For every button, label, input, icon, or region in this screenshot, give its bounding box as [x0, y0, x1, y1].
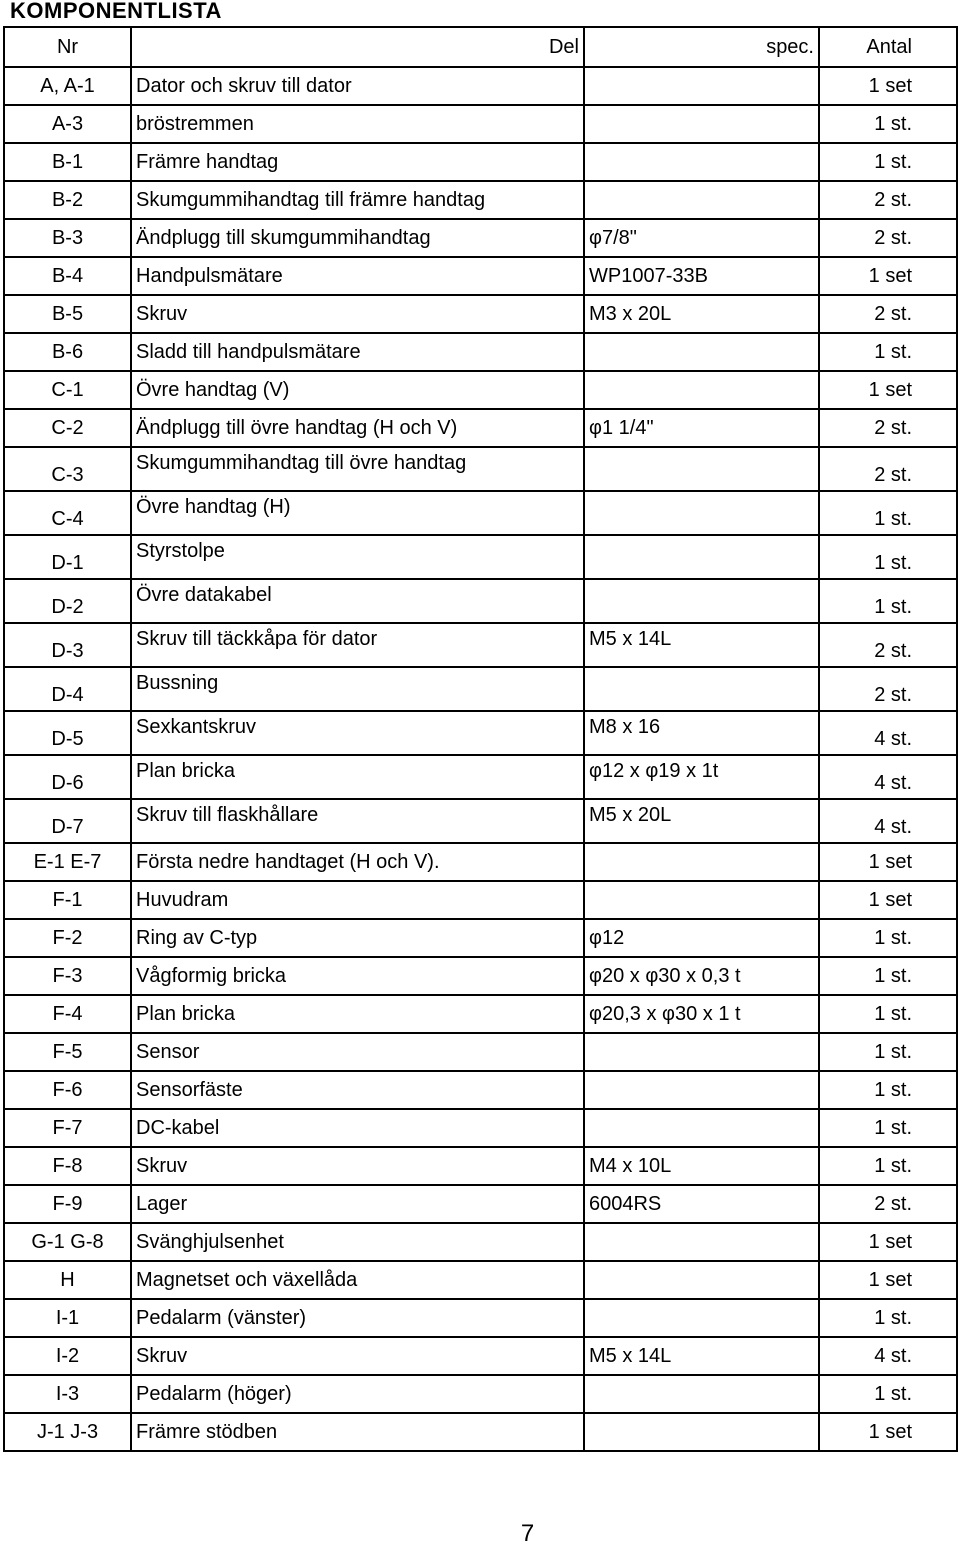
cell-nr: D-4: [4, 667, 131, 711]
cell-antal: 2 st.: [819, 667, 957, 711]
cell-del: Bussning: [131, 667, 584, 711]
table-row: [4, 491, 957, 535]
column-header-antal: Antal: [819, 27, 957, 67]
cell-nr: D-3: [4, 623, 131, 667]
cell-del: Vågformig bricka: [131, 957, 584, 995]
table-row: [4, 1071, 957, 1109]
table-row: [4, 957, 957, 995]
cell-del: Huvudram: [131, 881, 584, 919]
cell-del: Dator och skruv till dator: [131, 67, 584, 105]
cell-spec: [584, 333, 819, 371]
cell-antal: 4 st.: [819, 755, 957, 799]
cell-antal: 1 set: [819, 881, 957, 919]
cell-spec: [584, 667, 819, 711]
cell-nr: I-2: [4, 1337, 131, 1375]
cell-antal: 1 st.: [819, 995, 957, 1033]
cell-spec: φ12: [584, 919, 819, 957]
cell-del: Skruv till täckkåpa för dator: [131, 623, 584, 667]
table-row: [4, 181, 957, 219]
cell-antal: 1 st.: [819, 1375, 957, 1413]
cell-antal: 1 st.: [819, 143, 957, 181]
cell-spec: [584, 447, 819, 491]
cell-del: Pedalarm (vänster): [131, 1299, 584, 1337]
cell-nr: B-4: [4, 257, 131, 295]
cell-spec: φ20,3 x φ30 x 1 t: [584, 995, 819, 1033]
cell-antal: 1 st.: [819, 957, 957, 995]
cell-nr: F-5: [4, 1033, 131, 1071]
cell-nr: I-3: [4, 1375, 131, 1413]
cell-antal: 4 st.: [819, 799, 957, 843]
cell-spec: [584, 1223, 819, 1261]
cell-del: Främre handtag: [131, 143, 584, 181]
cell-nr: B-5: [4, 295, 131, 333]
cell-spec: [584, 1299, 819, 1337]
cell-del: Första nedre handtaget (H och V).: [131, 843, 584, 881]
cell-antal: 1 st.: [819, 1147, 957, 1185]
cell-nr: C-2: [4, 409, 131, 447]
table-row: [4, 409, 957, 447]
cell-spec: [584, 371, 819, 409]
cell-del: Skruv: [131, 295, 584, 333]
cell-nr: F-4: [4, 995, 131, 1033]
table-row: [4, 1375, 957, 1413]
cell-spec: φ1 1/4": [584, 409, 819, 447]
table-row: [4, 881, 957, 919]
cell-del: Pedalarm (höger): [131, 1375, 584, 1413]
cell-del: bröstremmen: [131, 105, 584, 143]
cell-spec: [584, 1033, 819, 1071]
cell-antal: 2 st.: [819, 409, 957, 447]
cell-spec: M5 x 20L: [584, 799, 819, 843]
cell-nr: A-3: [4, 105, 131, 143]
table-row: [4, 799, 957, 843]
cell-spec: [584, 1413, 819, 1451]
cell-spec: φ12 x φ19 x 1t: [584, 755, 819, 799]
column-header-spec: spec.: [584, 27, 819, 67]
cell-spec: [584, 67, 819, 105]
cell-antal: 1 set: [819, 257, 957, 295]
cell-del: Magnetset och växellåda: [131, 1261, 584, 1299]
cell-del: Sexkantskruv: [131, 711, 584, 755]
cell-antal: 1 st.: [819, 579, 957, 623]
cell-del: Ändplugg till skumgummihandtag: [131, 219, 584, 257]
cell-antal: 1 st.: [819, 333, 957, 371]
cell-nr: J-1 J-3: [4, 1413, 131, 1451]
header-row: [4, 27, 957, 67]
cell-del: Skumgummihandtag till främre handtag: [131, 181, 584, 219]
table-row: [4, 711, 957, 755]
cell-spec: [584, 181, 819, 219]
cell-antal: 1 st.: [819, 919, 957, 957]
cell-nr: C-3: [4, 447, 131, 491]
cell-spec: φ20 x φ30 x 0,3 t: [584, 957, 819, 995]
cell-antal: 1 set: [819, 1261, 957, 1299]
table-row: [4, 295, 957, 333]
cell-nr: F-2: [4, 919, 131, 957]
cell-nr: D-5: [4, 711, 131, 755]
table-row: [4, 257, 957, 295]
cell-antal: 1 st.: [819, 535, 957, 579]
column-header-del: Del: [131, 27, 584, 67]
cell-antal: 4 st.: [819, 1337, 957, 1375]
cell-spec: M4 x 10L: [584, 1147, 819, 1185]
table-row: [4, 843, 957, 881]
cell-antal: 2 st.: [819, 181, 957, 219]
cell-spec: [584, 881, 819, 919]
cell-antal: 1 st.: [819, 1299, 957, 1337]
table-body: [4, 67, 957, 1451]
cell-spec: M5 x 14L: [584, 623, 819, 667]
cell-antal: 1 st.: [819, 1033, 957, 1071]
cell-nr: F-9: [4, 1185, 131, 1223]
cell-antal: 1 st.: [819, 1109, 957, 1147]
cell-nr: F-1: [4, 881, 131, 919]
cell-nr: B-1: [4, 143, 131, 181]
component-table: [3, 26, 958, 1452]
cell-spec: [584, 843, 819, 881]
table-row: [4, 371, 957, 409]
cell-spec: [584, 1109, 819, 1147]
cell-antal: 1 set: [819, 1223, 957, 1261]
cell-nr: B-3: [4, 219, 131, 257]
cell-nr: C-4: [4, 491, 131, 535]
cell-nr: H: [4, 1261, 131, 1299]
cell-spec: [584, 535, 819, 579]
cell-nr: D-2: [4, 579, 131, 623]
cell-spec: [584, 491, 819, 535]
cell-spec: WP1007-33B: [584, 257, 819, 295]
table-row: [4, 1223, 957, 1261]
table-row: [4, 1299, 957, 1337]
table-row: [4, 105, 957, 143]
cell-del: Styrstolpe: [131, 535, 584, 579]
table-row: [4, 755, 957, 799]
table-row: [4, 1261, 957, 1299]
cell-nr: D-6: [4, 755, 131, 799]
column-header-nr: Nr: [4, 27, 131, 67]
cell-spec: M3 x 20L: [584, 295, 819, 333]
cell-del: Skumgummihandtag till övre handtag: [131, 447, 584, 491]
cell-nr: I-1: [4, 1299, 131, 1337]
table-row: [4, 219, 957, 257]
cell-del: Ändplugg till övre handtag (H och V): [131, 409, 584, 447]
cell-del: Plan bricka: [131, 755, 584, 799]
cell-spec: [584, 1375, 819, 1413]
cell-nr: C-1: [4, 371, 131, 409]
table-row: [4, 67, 957, 105]
table-row: [4, 1033, 957, 1071]
cell-spec: [584, 579, 819, 623]
table-row: [4, 919, 957, 957]
cell-spec: [584, 143, 819, 181]
page-number: 7: [520, 1520, 535, 1547]
page-title: KOMPONENTLISTA: [10, 0, 222, 23]
cell-del: Svänghjulsenhet: [131, 1223, 584, 1261]
cell-del: Sensor: [131, 1033, 584, 1071]
cell-del: Lager: [131, 1185, 584, 1223]
cell-antal: 1 set: [819, 67, 957, 105]
cell-del: Främre stödben: [131, 1413, 584, 1451]
cell-del: Övre datakabel: [131, 579, 584, 623]
cell-del: Ring av C-typ: [131, 919, 584, 957]
cell-nr: F-8: [4, 1147, 131, 1185]
cell-spec: M8 x 16: [584, 711, 819, 755]
cell-spec: 6004RS: [584, 1185, 819, 1223]
cell-antal: 1 set: [819, 843, 957, 881]
cell-del: Plan bricka: [131, 995, 584, 1033]
cell-del: Skruv: [131, 1147, 584, 1185]
table-row: [4, 447, 957, 491]
table-row: [4, 535, 957, 579]
cell-del: Övre handtag (V): [131, 371, 584, 409]
table-row: [4, 143, 957, 181]
cell-del: Handpulsmätare: [131, 257, 584, 295]
cell-spec: [584, 105, 819, 143]
cell-antal: 4 st.: [819, 711, 957, 755]
cell-antal: 2 st.: [819, 623, 957, 667]
cell-nr: D-1: [4, 535, 131, 579]
cell-del: Sladd till handpulsmätare: [131, 333, 584, 371]
cell-antal: 1 st.: [819, 105, 957, 143]
table-row: [4, 995, 957, 1033]
cell-nr: E-1 E-7: [4, 843, 131, 881]
cell-del: Skruv till flaskhållare: [131, 799, 584, 843]
cell-nr: B-6: [4, 333, 131, 371]
cell-nr: D-7: [4, 799, 131, 843]
cell-antal: 1 set: [819, 371, 957, 409]
table-row: [4, 1413, 957, 1451]
cell-del: Sensorfäste: [131, 1071, 584, 1109]
cell-antal: 1 st.: [819, 491, 957, 535]
cell-antal: 1 st.: [819, 1071, 957, 1109]
cell-antal: 1 set: [819, 1413, 957, 1451]
cell-nr: F-7: [4, 1109, 131, 1147]
cell-antal: 2 st.: [819, 219, 957, 257]
cell-spec: [584, 1261, 819, 1299]
table-row: [4, 1109, 957, 1147]
cell-del: Övre handtag (H): [131, 491, 584, 535]
cell-antal: 2 st.: [819, 295, 957, 333]
cell-nr: A, A-1: [4, 67, 131, 105]
cell-nr: F-3: [4, 957, 131, 995]
table-row: [4, 1185, 957, 1223]
cell-antal: 2 st.: [819, 1185, 957, 1223]
cell-del: DC-kabel: [131, 1109, 584, 1147]
cell-spec: [584, 1071, 819, 1109]
cell-nr: B-2: [4, 181, 131, 219]
table-row: [4, 667, 957, 711]
table-row: [4, 579, 957, 623]
cell-del: Skruv: [131, 1337, 584, 1375]
table-row: [4, 1147, 957, 1185]
cell-spec: φ7/8": [584, 219, 819, 257]
table-row: [4, 1337, 957, 1375]
cell-antal: 2 st.: [819, 447, 957, 491]
table-row: [4, 333, 957, 371]
cell-nr: G-1 G-8: [4, 1223, 131, 1261]
cell-nr: F-6: [4, 1071, 131, 1109]
cell-spec: M5 x 14L: [584, 1337, 819, 1375]
table-row: [4, 623, 957, 667]
